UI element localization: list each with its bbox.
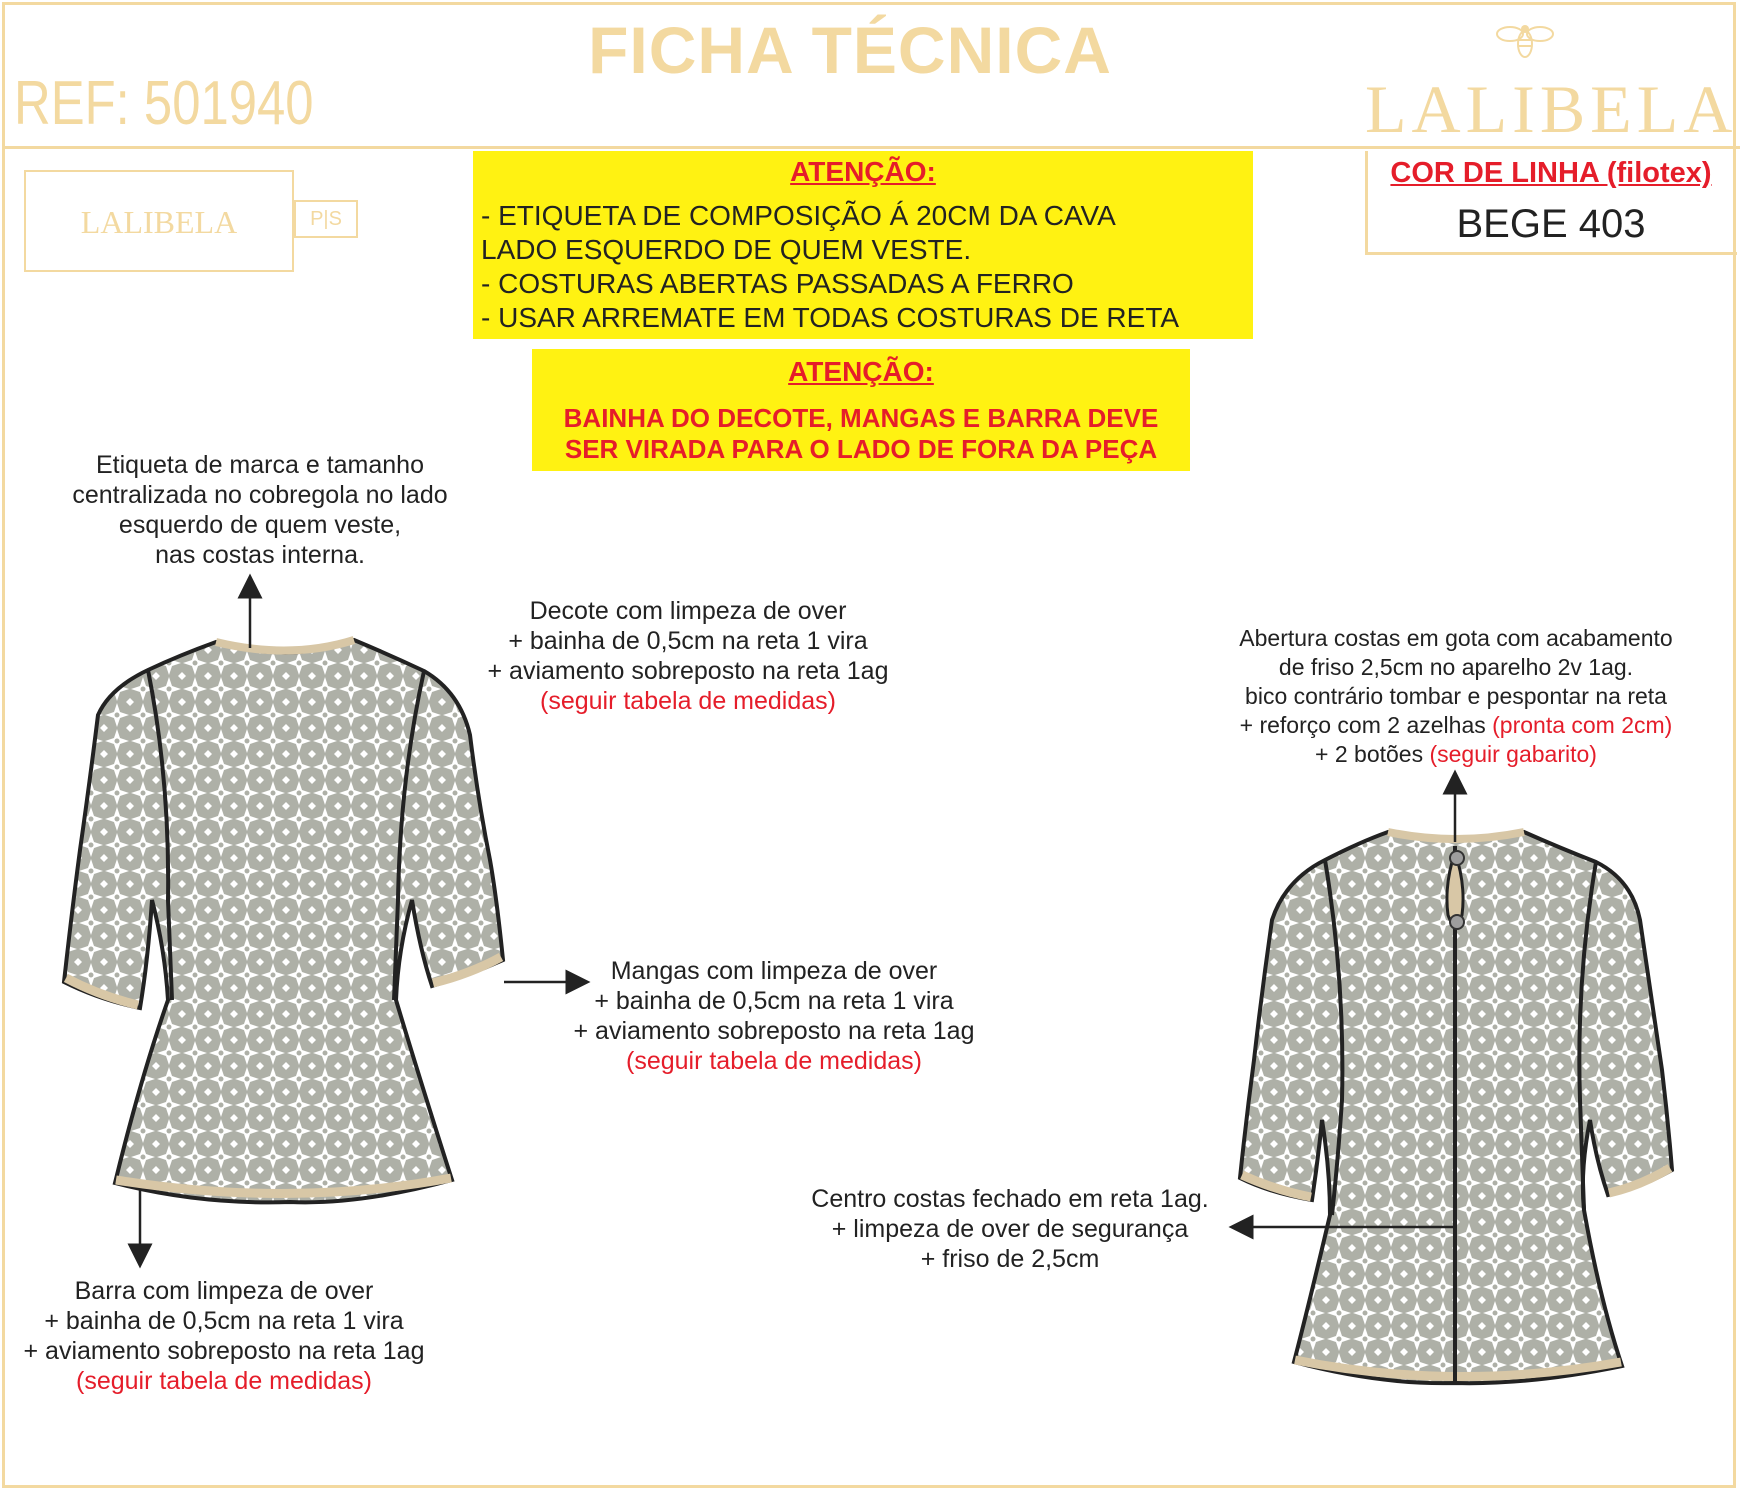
attention-1-line: - ETIQUETA DE COMPOSIÇÃO Á 20CM DA CAVA (481, 200, 1116, 231)
note-decote: Decote com limpeza de over + bainha de 0,5cm na reta 1 vira + aviamento sobreposto na reta 1ag (seguir tabela de medidas) (487, 597, 889, 715)
thread-color-title: COR DE LINHA (filotex) (1390, 157, 1712, 189)
note-barra: Barra com limpeza de over + bainha de 0,5cm na reta 1 vira + aviamento sobreposto na reta 1ag (seguir tabela de medidas) (23, 1277, 425, 1395)
reference-number: REF: 501940 (14, 69, 314, 138)
button-icon (1450, 915, 1464, 929)
brand-logo: LALIBELA (1365, 71, 1738, 147)
attention-2-title: ATENÇÃO: (788, 356, 934, 387)
note-centro-costas: Centro costas fechado em reta 1ag. + limpeza de over de segurança + friso de 2,5cm (811, 1185, 1209, 1273)
attention-1-line: - COSTURAS ABERTAS PASSADAS A FERRO (481, 268, 1074, 299)
label-brand-text: LALIBELA (80, 204, 238, 240)
attention-2-line: SER VIRADA PARA O LADO DE FORA DA PEÇA (564, 434, 1158, 464)
back-garment (1240, 832, 1672, 1385)
note-etiqueta: Etiqueta de marca e tamanho centralizada no cobregola no lado esquerdo de quem veste, nas costas interna. (72, 451, 448, 569)
note-abertura: Abertura costas em gota com acabamento de friso 2,5cm no aparelho 2v 1ag. bico contrário tombar e pespontar na reta + reforço com 2 azelhas (pronta com 2cm) + 2 botões (seguir gabarito) (1239, 625, 1673, 767)
note-mangas: Mangas com limpeza de over + bainha de 0,5cm na reta 1 vira + aviamento sobreposto na reta 1ag (seguir tabela de medidas) (573, 957, 975, 1075)
attention-1-title: ATENÇÃO: (790, 156, 936, 187)
front-garment-body (64, 640, 503, 1202)
page-title: FICHA TÉCNICA (588, 13, 1112, 87)
thread-color-value: BEGE 403 (1456, 202, 1646, 246)
attention-1-line: LADO ESQUERDO DE QUEM VESTE. (481, 234, 972, 265)
front-neckline-trim (216, 640, 354, 651)
button-icon (1450, 851, 1464, 865)
attention-1-line: - USAR ARREMATE EM TODAS COSTURAS DE RETA (481, 302, 1180, 333)
attention-2-line: BAINHA DO DECOTE, MANGAS E BARRA DEVE (563, 403, 1159, 433)
size-tag: P|S (294, 200, 358, 238)
front-garment (64, 640, 503, 1202)
